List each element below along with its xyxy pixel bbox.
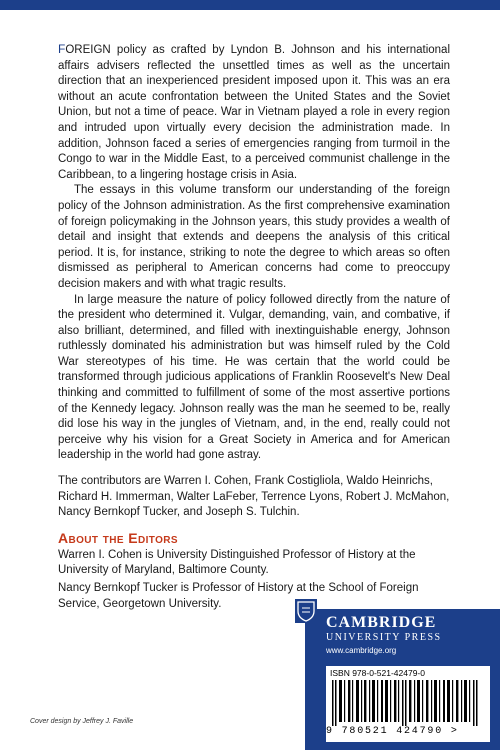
isbn-barcode-block: [326, 666, 490, 742]
top-color-bar: [0, 0, 500, 10]
paragraph-2: The essays in this volume transform our understanding of the foreign policy of the Johnson administration. As the first comprehensive examination of foreign policymaking in the Johnson years, this study provides a wealth of detail and insight that extends and deepens the analysis of this critical period. It is, for instance, striking to note the degree to which areas so often dismissed as peripheral to American concerns had come to preoccupy decision makers and with what tragic results.: [58, 184, 450, 290]
paragraph-1: [58, 42, 450, 183]
isbn-label: ISBN 978-0-521-42479-0: [330, 668, 425, 678]
about-editors-heading: About the Editors: [58, 529, 178, 546]
cambridge-shield-icon: [295, 599, 317, 623]
barcode-digits: 9 780521 424790 >: [326, 726, 459, 737]
editor-bio-cohen: Warren I. Cohen is University Distinguished Professor of History at the University of Maryland, Baltimore County.: [58, 548, 416, 577]
back-cover-text: [58, 42, 450, 614]
contributors-list: The contributors are Warren I. Cohen, Frank Costigliola, Waldo Heinrichs, Richard H. Immerman, Walter LaFeber, Terrence Lyons, Robert J. McMahon, Nancy Bernkopf Tucker, and Joseph S. Tulchin.: [58, 475, 450, 519]
editor-bio-tucker: Nancy Bernkopf Tucker is Professor of History at the School of Foreign Service, Georgetown University.: [58, 582, 419, 610]
paragraph-3: In large measure the nature of policy followed directly from the nature of the president who determined it. Vulgar, demanding, vain, and combative, if also brilliant, determined, and filled with inextinguishable energy, Johnson ruthlessly dominated his administration but was himself ruled by the Cold War stereotypes of his time. He was certain that the world could be transformed through judicious applications of Franklin Roosevelt's New Deal thinking and committed to fulfillment of some of the most assertive portions of the Kennedy legacy. Johnson really was the man he seemed to be, really did lose his way in the jungles of Vietnam, and, in the end, really could not perceive why his vision for a Great Society in America and for American leadership in the world had gone astray.: [58, 293, 450, 462]
publisher-url: www.cambridge.org: [326, 646, 397, 655]
paragraph-1-text: OREIGN policy as crafted by Lyndon B. Johnson and his international affairs advisers reflected the unsettled times as well as the uncertain direction that an inexperienced president imposed upon it. This was an era without an acute confrontation between the United States and the Soviet Union, but not a time of peace. War in Vietnam played a role in every region and intruded upon virtually every decision the administration made. In addition, Johnson faced a series of emergencies ranging from turmoil in the Congo to war in the Middle East, to a perceived communist challenge in the Caribbean, to a lingering hostage crisis in Asia.: [58, 44, 450, 181]
publisher-subtitle: UNIVERSITY PRESS: [326, 632, 442, 643]
cover-design-credit: Cover design by Jeffrey J. Faville: [30, 718, 134, 725]
drop-cap: F: [58, 42, 66, 56]
barcode-icon: [330, 680, 486, 726]
publisher-name: CAMBRIDGE: [326, 614, 437, 631]
